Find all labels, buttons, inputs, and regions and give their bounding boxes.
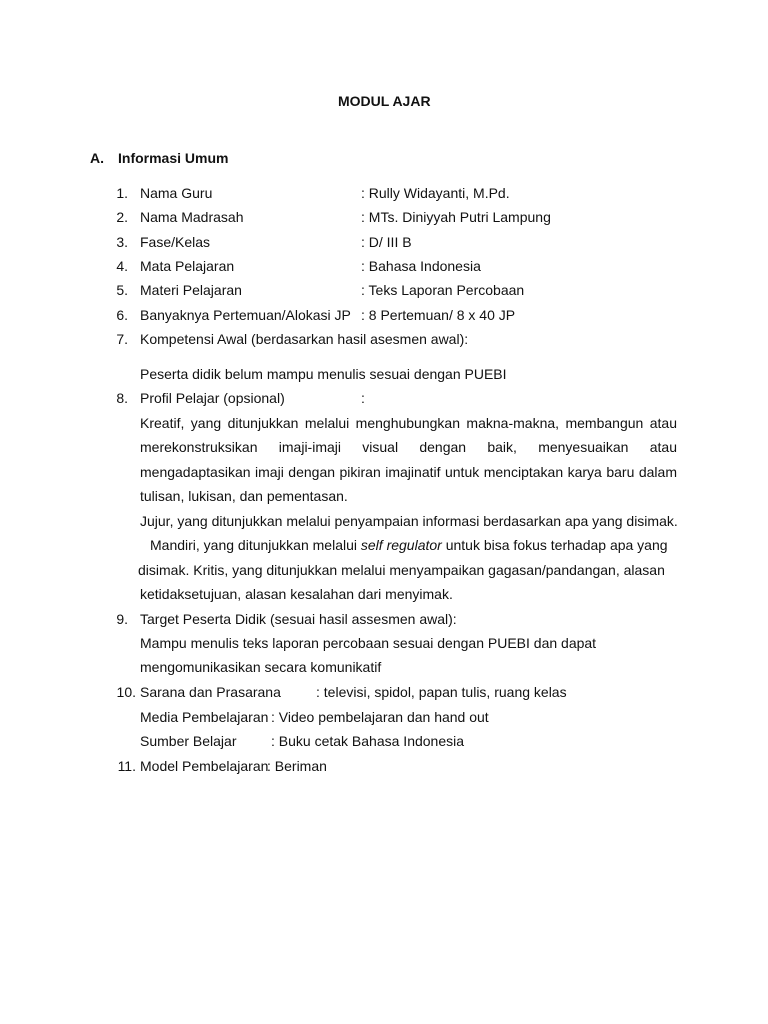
item-number: 9.: [116, 611, 128, 627]
kreatif-line: mengadaptasikan imaji dengan pikiran imajinatif untuk menciptakan karya baru dalam: [140, 464, 677, 480]
jujur-text: Jujur, yang ditunjukkan melalui penyampaian informasi berdasarkan apa yang disimak.: [140, 513, 678, 529]
kreatif-line: Kreatif, yang ditunjukkan melalui menghubungkan makna-makna, membangun atau: [140, 415, 677, 431]
item-label: Model Pembelajaran: [140, 758, 269, 774]
media-value: : Video pembelajaran dan hand out: [271, 709, 489, 725]
item-number: 1.: [116, 185, 128, 201]
item-number: 7.: [116, 331, 128, 347]
item-label: Materi Pelajaran: [140, 282, 242, 298]
item-label: Fase/Kelas: [140, 234, 211, 250]
item-colon: :: [361, 390, 365, 406]
item-label: Mata Pelajaran: [140, 258, 235, 274]
item-number: 10.: [116, 684, 136, 700]
item-label: Kompetensi Awal (berdasarkan hasil asesmen awal):: [140, 331, 469, 347]
sumber-label: Sumber Belajar: [140, 733, 237, 749]
mandiri-pre: Mandiri, yang ditunjukkan melalui: [150, 537, 361, 553]
media-label: Media Pembelajaran: [140, 709, 269, 725]
item-number: 3.: [116, 234, 128, 250]
section-heading: Informasi Umum: [118, 150, 229, 166]
kreatif-line: tulisan, lukisan, dan pementasan.: [140, 488, 348, 504]
kompetensi-text: Peserta didik belum mampu menulis sesuai dengan PUEBI: [140, 366, 507, 382]
item-value: : 8 Pertemuan/ 8 x 40 JP: [361, 307, 516, 323]
item-label: Target Peserta Didik (sesuai hasil assesmen awal):: [140, 611, 457, 627]
item-number: 11.: [117, 758, 136, 774]
item-number: 5.: [116, 282, 128, 298]
item-number: 4.: [116, 258, 128, 274]
item-label: Nama Guru: [140, 185, 213, 201]
item-value: : Bahasa Indonesia: [361, 258, 481, 274]
target-line: Mampu menulis teks laporan percobaan sesuai dengan PUEBI dan dapat: [140, 635, 597, 651]
sumber-value: : Buku cetak Bahasa Indonesia: [271, 733, 465, 749]
item-value: : MTs. Diniyyah Putri Lampung: [361, 209, 551, 225]
item-number: 2.: [116, 209, 128, 225]
item-label: Nama Madrasah: [140, 209, 244, 225]
item-value: : Teks Laporan Percobaan: [361, 282, 525, 298]
mandiri-italic: self regulator: [360, 537, 442, 553]
item-number: 6.: [116, 307, 128, 323]
kritis-line: ketidaksetujuan, alasan kesalahan dari menyimak.: [140, 586, 453, 602]
document-title: MODUL AJAR: [338, 93, 431, 109]
item-value: : D/ III B: [361, 234, 412, 250]
target-line: mengomunikasikan secara komunikatif: [140, 659, 382, 675]
mandiri-text: [150, 537, 668, 554]
item-value: : Rully Widayanti, M.Pd.: [361, 185, 510, 201]
item-label: Banyaknya Pertemuan/Alokasi JP: [140, 307, 351, 323]
mandiri-post: untuk bisa fokus terhadap apa yang: [441, 537, 668, 553]
kreatif-line: merekonstruksikan imaji-imaji visual dengan baik, menyesuaikan atau: [140, 439, 677, 455]
item-number: 8.: [116, 390, 128, 406]
item-value: : Beriman: [267, 758, 327, 774]
item-label: Sarana dan Prasarana: [140, 684, 281, 700]
item-label: Profil Pelajar (opsional): [140, 390, 285, 406]
item-value: : televisi, spidol, papan tulis, ruang kelas: [316, 684, 567, 700]
kritis-line: disimak. Kritis, yang ditunjukkan melalui menyampaikan gagasan/pandangan, alasan: [138, 562, 665, 578]
section-letter: A.: [90, 150, 104, 166]
